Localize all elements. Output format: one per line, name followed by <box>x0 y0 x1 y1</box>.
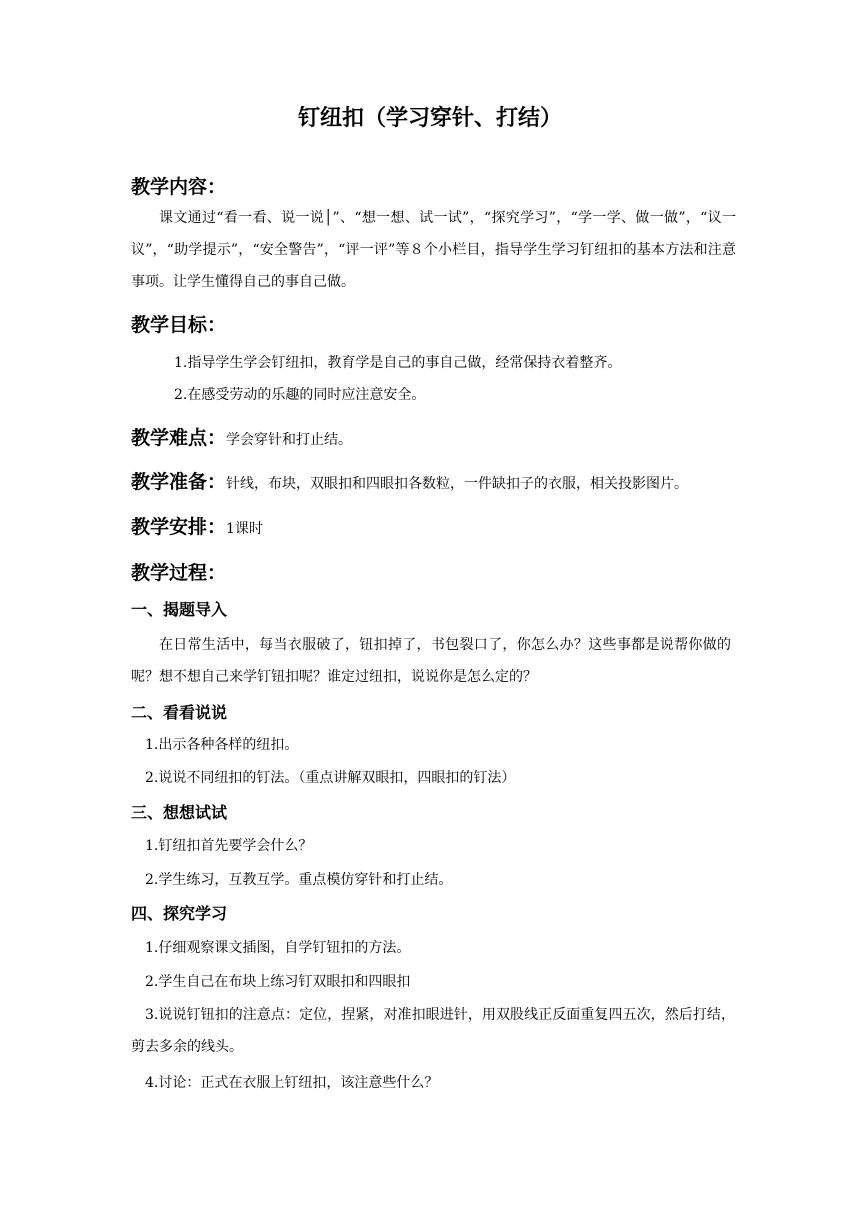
goal-item-1: 1.指导学生学会钉纽扣，教育学是自己的事自己做，经常保持衣着整齐。 <box>174 355 622 371</box>
section-4-item-3: 3.说说钉钮扣的注意点：定位，捏紧，对准扣眼进针，用双股线正反面重复四五次，然后打结，剪去多余的线头。 <box>131 1007 735 1055</box>
preparation-row <box>131 469 688 497</box>
section-4-item-1: 1.仔细观察课文插图，自学钉钮扣的方法。 <box>145 940 411 956</box>
difficulty-text: 学会穿针和打止结。 <box>226 432 353 448</box>
goals-heading: 教学目标： <box>131 314 227 336</box>
section-2-item-2: 2.说说不同纽扣的钉法。（重点讲解双眼扣，四眼扣的钉法） <box>145 770 516 786</box>
process-heading: 教学过程： <box>131 562 227 584</box>
difficulty-row <box>131 425 352 453</box>
difficulty-heading: 教学难点： <box>131 427 227 449</box>
section-2-item-1: 1.出示各种各样的纽扣。 <box>145 737 299 753</box>
document-title: 钉纽扣（学习穿针、打结） <box>297 106 562 131</box>
section-3-item-1: 1.钉纽扣首先要学会什么？ <box>145 838 313 854</box>
schedule-heading: 教学安排： <box>131 516 227 538</box>
section-3-item-2: 2.学生练习，互教互学。重点模仿穿针和打止结。 <box>145 872 453 888</box>
content-paragraph: 课文通过“看一看、说一说│”、“想一想、试一试”，“探究学习”，“学一学、做一做”，“议一议”，“助学提示”，“安全警告”，“评一评”等８个小栏目，指导学生学习钉纽扣的基本方法和注意事项。让学生懂得自己的事自己做。 <box>131 210 736 290</box>
section-4-item-4: 4.讨论：正式在衣服上钉纽扣，该注意些什么？ <box>145 1075 439 1091</box>
section-3-title: 三、想想试试 <box>131 803 228 822</box>
section-2-title: 二、看看说说 <box>131 703 228 722</box>
section-1-paragraph: 在日常生活中，每当衣服破了，钮扣掉了，书包裂口了，你怎么办？这些事都是说帮你做的呢？想不想自己来学钉钮扣呢？谁定过纽扣，说说你是怎么定的？ <box>131 637 731 685</box>
preparation-text: 针线，布块，双眼扣和四眼扣各数粒，一件缺扣子的衣服，相关投影图片。 <box>226 476 689 492</box>
content-heading: 教学内容： <box>131 176 227 198</box>
section-4-title: 四、探究学习 <box>131 904 228 923</box>
schedule-row <box>131 514 263 542</box>
schedule-text: 1课时 <box>226 521 263 537</box>
section-4-item-2: 2.学生自己在布块上练习钉双眼扣和四眼扣 <box>145 974 411 990</box>
preparation-heading: 教学准备： <box>131 471 227 493</box>
goal-item-2: 2.在感受劳动的乐趣的同时应注意安全。 <box>174 387 426 403</box>
section-1-title: 一、揭题导入 <box>131 600 228 619</box>
